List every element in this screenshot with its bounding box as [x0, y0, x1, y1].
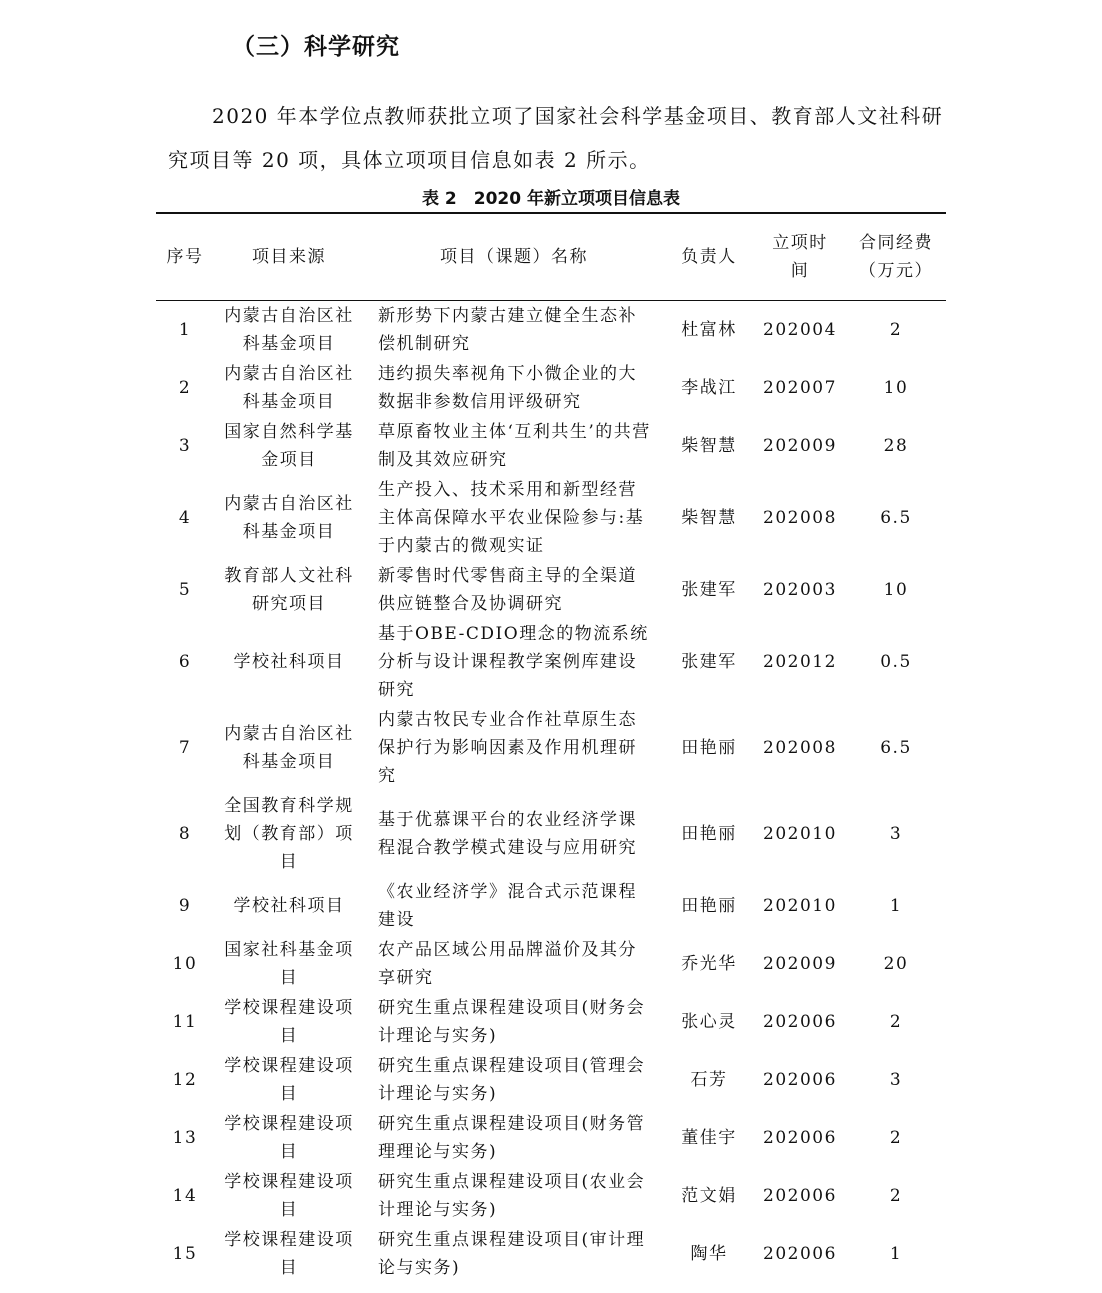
row-date: 202006 — [763, 1185, 837, 1206]
row-date: 202006 — [763, 1243, 837, 1264]
row-manager: 杜富林 — [681, 319, 737, 340]
header-funding: 合同经费（万元） — [859, 233, 933, 281]
row-index: 10 — [172, 953, 198, 974]
row-source: 内蒙古自治区社科基金项目 — [224, 363, 354, 412]
table-row — [156, 791, 946, 877]
row-date: 202009 — [763, 953, 837, 974]
row-source: 内蒙古自治区社科基金项目 — [224, 493, 354, 542]
row-funding: 10 — [883, 579, 909, 600]
header-manager: 负责人 — [681, 247, 737, 267]
table-row — [156, 359, 946, 417]
row-source: 内蒙古自治区社科基金项目 — [224, 305, 354, 354]
row-source: 教育部人文社科研究项目 — [224, 565, 354, 614]
project-table — [156, 212, 946, 1283]
row-project-name: 内蒙古牧民专业合作社草原生态保护行为影响因素及作用机理研究 — [378, 709, 637, 786]
row-source: 学校课程建设项目 — [224, 997, 354, 1046]
row-manager: 柴智慧 — [681, 507, 737, 528]
header-date: 立项时间 — [772, 233, 828, 281]
row-funding: 3 — [889, 823, 903, 844]
table-row — [156, 301, 946, 359]
row-project-name: 违约损失率视角下小微企业的大数据非参数信用评级研究 — [378, 363, 637, 412]
row-source: 全国教育科学规划（教育部）项目 — [224, 795, 354, 872]
row-index: 5 — [178, 579, 192, 600]
row-date: 202006 — [763, 1011, 837, 1032]
intro-paragraph: 2020 年本学位点教师获批立项了国家社会科学基金项目、教育部人文社科研究项目等 20 项，具体立项项目信息如表 2 所示。 — [168, 104, 944, 172]
table-row — [156, 705, 946, 791]
row-source: 学校课程建设项目 — [224, 1171, 354, 1220]
row-manager: 张建军 — [681, 651, 737, 672]
row-funding: 28 — [883, 435, 909, 456]
row-manager: 张建军 — [681, 579, 737, 600]
table-row — [156, 1225, 946, 1283]
row-index: 13 — [172, 1127, 198, 1148]
row-index: 4 — [178, 507, 192, 528]
row-source: 学校社科项目 — [233, 651, 345, 672]
row-funding: 6.5 — [880, 737, 912, 758]
row-index: 15 — [172, 1243, 198, 1264]
row-project-name: 基于OBE-CDIO理念的物流系统分析与设计课程教学案例库建设研究 — [378, 623, 649, 700]
table-row — [156, 619, 946, 705]
table-row — [156, 475, 946, 561]
row-source: 国家社科基金项目 — [224, 939, 354, 988]
row-project-name: 研究生重点课程建设项目(审计理论与实务) — [378, 1229, 646, 1278]
row-manager: 董佳宇 — [681, 1127, 737, 1148]
row-project-name: 新形势下内蒙古建立健全生态补偿机制研究 — [378, 305, 637, 354]
table-row — [156, 417, 946, 475]
table-row — [156, 935, 946, 993]
row-funding: 1 — [889, 1243, 903, 1264]
row-manager: 张心灵 — [681, 1011, 737, 1032]
row-source: 学校课程建设项目 — [224, 1055, 354, 1104]
row-funding: 2 — [889, 1185, 903, 1206]
row-funding: 20 — [883, 953, 909, 974]
table-row — [156, 1109, 946, 1167]
row-funding: 6.5 — [880, 507, 912, 528]
row-funding: 2 — [889, 1127, 903, 1148]
row-project-name: 研究生重点课程建设项目(农业会计理论与实务) — [378, 1171, 646, 1220]
row-project-name: 新零售时代零售商主导的全渠道供应链整合及协调研究 — [378, 565, 637, 614]
table-row — [156, 993, 946, 1051]
table-row — [156, 561, 946, 619]
header-source: 项目来源 — [252, 247, 326, 267]
row-funding: 0.5 — [880, 651, 912, 672]
row-manager: 陶华 — [690, 1243, 728, 1264]
row-source: 学校课程建设项目 — [224, 1229, 354, 1278]
row-index: 7 — [178, 737, 192, 758]
row-funding: 2 — [889, 1011, 903, 1032]
row-date: 202006 — [763, 1127, 837, 1148]
row-index: 8 — [178, 823, 192, 844]
row-index: 6 — [178, 651, 192, 672]
row-date: 202009 — [763, 435, 837, 456]
row-funding: 1 — [889, 895, 903, 916]
row-index: 1 — [178, 319, 192, 340]
row-project-name: 研究生重点课程建设项目(管理会计理论与实务) — [378, 1055, 646, 1104]
row-date: 202010 — [763, 823, 837, 844]
row-manager: 石芳 — [690, 1069, 728, 1090]
row-source: 学校课程建设项目 — [224, 1113, 354, 1162]
row-date: 202008 — [763, 507, 837, 528]
row-project-name: 草原畜牧业主体‘互利共生’的共营制及其效应研究 — [378, 421, 651, 470]
row-date: 202012 — [763, 651, 837, 672]
row-project-name: 基于优慕课平台的农业经济学课程混合教学模式建设与应用研究 — [378, 809, 637, 858]
row-manager: 乔光华 — [681, 953, 737, 974]
table-caption: 表 2 2020 年新立项项目信息表 — [422, 189, 680, 209]
row-date: 202010 — [763, 895, 837, 916]
row-manager: 田艳丽 — [681, 895, 737, 916]
row-funding: 3 — [889, 1069, 903, 1090]
row-manager: 田艳丽 — [681, 823, 737, 844]
row-project-name: 生产投入、技术采用和新型经营主体高保障水平农业保险参与:基于内蒙古的微观实证 — [378, 479, 645, 556]
row-project-name: 研究生重点课程建设项目(财务会计理论与实务) — [378, 997, 646, 1046]
row-date: 202008 — [763, 737, 837, 758]
row-date: 202006 — [763, 1069, 837, 1090]
row-project-name: 《农业经济学》混合式示范课程建设 — [378, 881, 637, 930]
row-funding: 10 — [883, 377, 909, 398]
header-index: 序号 — [166, 247, 204, 267]
row-date: 202003 — [763, 579, 837, 600]
row-manager: 范文娟 — [681, 1185, 737, 1206]
row-source: 国家自然科学基金项目 — [224, 421, 354, 470]
row-index: 3 — [178, 435, 192, 456]
row-index: 14 — [172, 1185, 198, 1206]
row-manager: 田艳丽 — [681, 737, 737, 758]
row-index: 12 — [172, 1069, 198, 1090]
section-title: （三）科学研究 — [232, 34, 400, 60]
row-source: 内蒙古自治区社科基金项目 — [224, 723, 354, 772]
table-row — [156, 1051, 946, 1109]
row-source: 学校社科项目 — [233, 895, 345, 916]
row-date: 202004 — [763, 319, 837, 340]
table-header-row — [156, 213, 946, 301]
table-row — [156, 1167, 946, 1225]
row-project-name: 农产品区域公用品牌溢价及其分享研究 — [378, 939, 637, 988]
row-manager: 李战江 — [681, 377, 737, 398]
row-funding: 2 — [889, 319, 903, 340]
row-index: 9 — [178, 895, 192, 916]
row-index: 2 — [178, 377, 192, 398]
table-row — [156, 877, 946, 935]
row-project-name: 研究生重点课程建设项目(财务管理理论与实务) — [378, 1113, 646, 1162]
row-date: 202007 — [763, 377, 837, 398]
row-manager: 柴智慧 — [681, 435, 737, 456]
row-index: 11 — [172, 1011, 198, 1032]
header-project-name: 项目（课题）名称 — [440, 247, 588, 267]
